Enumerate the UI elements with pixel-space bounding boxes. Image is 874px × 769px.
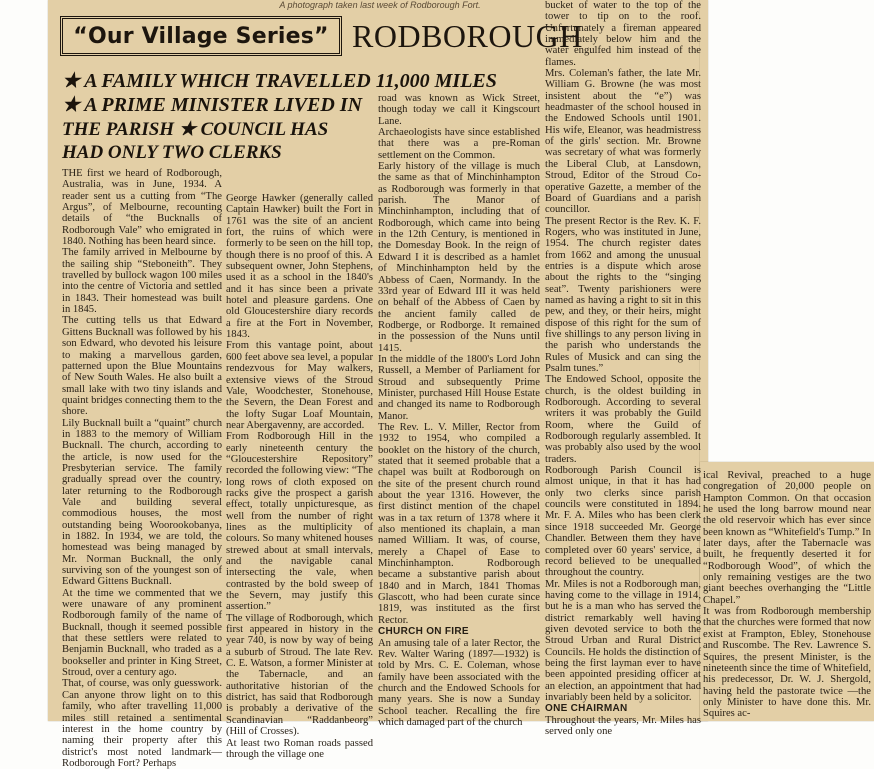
article-column-3 xyxy=(378,93,540,728)
article-column-2: George Hawker (generally called Captain Hawker) built the Fort in 1761 was the site of an ancient fort, the ruins of which were formerly to be seen on the hill top, though there is no proof of this. A subsequent owner, John Stephens, used it as a school in the 1840's and it has since been a private hotel and pleasure gardens. One old Gloucestershire diary records a fire at the Fort in November, 1843. From this vantage point, about 600 feet above sea level, a popular rendezvous for May walkers, extensive views of the Stroud Vale, Woodchester, Stonehouse, the Severn, the Dean Forest and the lofty Sugar Loaf Mountain, near Abergavenny, are accorded. From Rodborough Hill in the early nineteenth century the “Gloucestershire Repository” recorded the following view: “The long rows of cloth exposed on racks give the prospect a garish effect, totally unpicturesque, as well from the number of right lines as the multiplicity of colours. So many whitened houses strewed about at small intervals, and the navigable canal intersecting the vale, when contrasted by the bold sweep of the Severn, may justify this assertion.” The village of Rodborough, which first appeared in history in the year 740, is now by way of being a suburb of Stroud. The late Rev. C. E. Watson, a former Minister at the Tabernacle, and an authoritative historian of the district, has said that Rodborough is probably a derivative of the Scandinavian “Raddanbeorg” (Hill of Crosses). At least two Roman roads passed through the village one xyxy=(226,193,373,760)
village-title: RODBOROUGH xyxy=(352,18,583,54)
headline-line-3: THE PARISH ★ COUNCIL HAS xyxy=(62,119,329,140)
column-4-text-continued: Throughout the years, Mr. Miles has served only one xyxy=(545,714,701,737)
article-column-1: THE first we heard of Rodborough, Australia, was in June, 1934. A reader sent us a cutting from “The Argus”, of Melbourne, recounting details of “the Bucknalls of Rodborough Vale” who emigrated in 1840. Nothing has been heard since. The family arrived in Melbourne by the sailing ship “Steboneith”. They travelled by bullock wagon 100 miles into the centre of Victoria and settled in 1843. Their homestead was built in 1845. The cutting tells us that Edward Gittens Bucknall was followed by his son Edward, who devoted his leisure to making a marvellous garden, patterned upon the Blue Mountains of New South Wales. He also built a small lake with two tiny islands and quaint bridges connecting them to the shore. Lily Bucknall built a “quaint” church in 1883 to the memory of William Bucknall. The church, according to the article, is now used for the Presbyterian service. The family gradually spread over the country, later returning to the Rodborough Vale and building several commodious houses, the most outstanding being Woorookobanya, in 1882. In 1934, we are told, the homestead was being managed by Mr. Norman Bucknall, the only surviving son of the youngest son of Edward Gittens Bucknall. At the time we commented that we were unaware of any prominent Rodborough family of the name of Bucknall, though it seemed possible that these settlers were related to Benjamin Bucknall, who traded as a bookseller and printer in King Street, Stroud, over a century ago. That, of course, was only guesswork. Can anyone throw light on to this family, who after travelling 11,000 miles still retained a sentimental interest in the home country by naming their property after this district's most noted landmark—Rodborough Fort? Perhaps xyxy=(62,168,222,769)
headline-line-4: HAD ONLY TWO CLERKS xyxy=(62,142,282,163)
headline-line-1: ★ A FAMILY WHICH TRAVELLED 11,000 MILES xyxy=(62,70,497,92)
column-4-text: bucket of water to the top of the tower to tip on to the roof. Unfortunately a fireman appeared immediately below him and the water engulfed him instead of the flames. Mrs. Coleman's father, the late Mr. William G. Browne (he was most insistent about the “e”) was headmaster of the school housed in the Endowed Schools until 1901. His wife, Eleanor, was headmistress of the girls' section. Mr. Browne was secretary of what was formerly the Liberal Club, at Lansdown, Stroud, Editor of the Stroud Co-operative Gazette, a member of the Board of Guardians and a parish councillor. The present Rector is the Rev. K. F. Rogers, who was instituted in June, 1954. The church register dates from 1662 and among the unusual entries is a dispute which arose about the rights to the “singing seat”. Twenty parishioners were named as having a right to sit in this pew, and they, or their heirs, might dispose of this right for the sum of five shillings to any person living in the parish who understands the Rules of Musick and can sing the Psalm tunes.” The Endowed School, opposite the church, is the oldest building in Rodborough. According to several writers it was probably the Guild Room, where the Guild of Rodborough regularly assembled. It was probably also used by the wool traders. Rodborough Parish Council is almost unique, in that it has had only two clerks since parish councils were constituted in 1894. Mr. F. A. Miles who has been clerk since 1918 succeeded Mr. George Chandler. Between them they have completed over 60 years' service, a record believed to be unequalled throughout the country. Mr. Miles is not a Rodborough man, having come to the village in 1914, but he is a man who has served the district remarkably well having given devoted service to both the Stroud Urban and Rural District Councils. He holds the distinction of being the first layman ever to have been appointed presiding officer at an election, an appointment that had invariably been held by a solicitor. xyxy=(545,0,701,703)
photo-caption: A photograph taken last week of Rodborough Fort. xyxy=(279,0,481,10)
article-column-4 xyxy=(545,0,701,737)
article-column-5: ical Revival, preached to a huge congregation of 20,000 people on Hampton Common. On that occasion he used the long barrow mound near the old reservoir which has ever since been known as “Whitefield's Tump.” In later days, after the Tabernacle was built, he frequently deserted it for “Rodborough Wood”, of which the only remaining vestiges are the two giant beeches overhanging the “Little Chapel.” It was from Rodborough membership that the churches were formed that now exist at Frampton, Ebley, Stonehouse and Ruscombe. The Rev. Lawrence S. Squires, the present Minister, is the nineteenth since the time of Whitefield, his predecessor, Dr. W. J. Shergold, having held the pastorate twice —the only Minister to have done this. Mr. Squires ac- xyxy=(703,470,871,720)
subheading-church-on-fire: CHURCH ON FIRE xyxy=(378,626,469,638)
subheading-one-chairman: ONE CHAIRMAN xyxy=(545,703,628,715)
column-3-text-continued: An amusing tale of a later Rector, the Rev. Walter Waring (1897—1932) is told by Mrs. C. E. Coleman, whose family have been associated with the church and the Endowed Schools for many years. She is now a Sunday School teacher. Recalling the fire which damaged part of the church xyxy=(378,637,540,728)
column-3-text: road was known as Wick Street, though today we call it Kingscourt Lane. Archaeologists have since established that there was a pre-Roman settlement on the Common. Early history of the village is much the same as that of Minchinhampton as Rodborough was formerly in that parish. The Manor of Minchinhampton, including that of Rodborough, which came into being in the 12th Century, is mentioned in the Domesday Book. In the reign of Edward I it is described as a hamlet of Minchinhampton held by the Abbess of Caen, Normandy. In the 33rd year of Edward III it was held on behalf of the Abbess of Caen by the ancient family called de Rodberge, or Rodborge. It remained in the possession of the Nuns until 1415. In the middle of the 1800's Lord John Russell, a Member of Parliament for Stroud and subsequently Prime Minister, purchased Hill House Estate and changed its name to Rodborough Manor. The Rev. L. V. Miller, Rector from 1932 to 1954, who compiled a booklet on the history of the church, stated that it seemed probable that a chapel was built at Rodborough on the site of the present church round about the year 1316. However, the first distinct mention of the chapel was in a tax return of 1378 where it also mentioned its chaplain, a man named William. It was, of course, merely a Chapel of Ease to Minchinhampton. Rodborough became a substantive parish about 1840 and in March, 1841 Thomas Glascott, who had been curate since 1819, was instituted as the first Rector. xyxy=(378,93,540,626)
series-label: “Our Village Series” xyxy=(73,23,329,49)
series-label-box xyxy=(60,16,342,56)
headline-line-2: ★ A PRIME MINISTER LIVED IN xyxy=(62,94,363,116)
